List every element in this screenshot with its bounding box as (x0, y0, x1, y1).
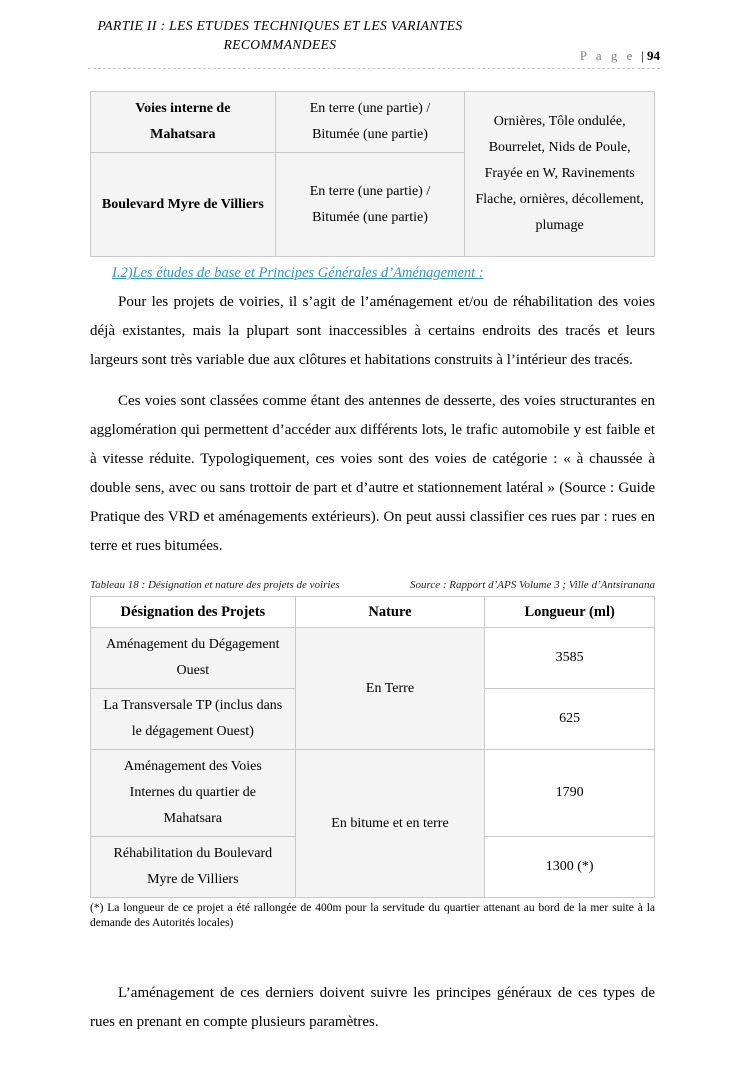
document-content (90, 91, 655, 1037)
paragraph-1: Pour les projets de voiries, il s’agit de l’aménagement et/ou de réhabilitation des voies déjà existantes, mais la plupart sont inaccessibles à certains endroits des tracés et leurs largeurs sont très variable due aux clôtures et habitations construits à l’intérieur des tracés. (90, 294, 655, 368)
project-length-cell: 1300 (*) (485, 837, 655, 898)
project-name-cell: Aménagement du Dégagement Ouest (91, 628, 296, 689)
road-defects-cell: Ornières, Tôle ondulée, Bourrelet, Nids de Poule, Frayée en W, Ravinements Flache, ornières, décollement, plumage (465, 92, 655, 257)
table-header-row (91, 597, 655, 628)
column-header-designation: Désignation des Projets (91, 597, 296, 628)
page-number-separator: | (641, 48, 644, 63)
document-page (0, 16, 745, 1069)
closing-paragraph: L’aménagement de ces derniers doivent suivre les principes généraux de ces types de rues en prenant en compte plusieurs paramètres. (90, 985, 655, 1030)
road-name-cell: Boulevard Myre de Villiers (91, 153, 276, 257)
header-title (60, 16, 500, 54)
header-divider (88, 68, 660, 69)
project-name-cell: Aménagement des Voies Internes du quartier de Mahatsara (91, 750, 296, 837)
projects-table (90, 596, 655, 898)
header-title-line2: RECOMMANDEES (223, 37, 337, 52)
header-title-line1: PARTIE II : LES ETUDES TECHNIQUES ET LES VARIANTES (97, 18, 463, 33)
project-length-cell: 1790 (485, 750, 655, 837)
table-source: Source : Rapport d’APS Volume 3 ; Ville d’Antsiranana (409, 579, 655, 591)
table-footnote: (*) La longueur de ce projet a été rallongée de 400m pour la servitude du quartier attenant au bord de la mer suite à la demande des Autorités locales) (90, 902, 655, 929)
road-nature-cell: En terre (une partie) / Bitumée (une partie) (275, 92, 465, 153)
project-nature-cell: En Terre (295, 628, 485, 750)
column-header-longueur: Longueur (ml) (485, 597, 655, 628)
page-header (60, 16, 660, 64)
table-caption: Tableau 18 : Désignation et nature des projets de voiries (90, 579, 340, 591)
project-nature-cell: En bitume et en terre (295, 750, 485, 898)
page-label: P a g e (579, 48, 636, 63)
section-title: Les études de base et Principes Générales d’Aménagement : (132, 265, 484, 281)
project-name-cell: Réhabilitation du Boulevard Myre de Villiers (91, 837, 296, 898)
project-name-cell: La Transversale TP (inclus dans le dégagement Ouest) (91, 689, 296, 750)
table-row (91, 628, 655, 689)
section-number: I.2) (112, 265, 133, 281)
section-heading (112, 265, 655, 282)
page-number-value: 94 (647, 48, 660, 63)
road-condition-table (90, 91, 655, 257)
project-length-cell: 625 (485, 689, 655, 750)
paragraph-2: Ces voies sont classées comme étant des antennes de desserte, des voies structurantes en agglomération qui permettent d’accéder aux différents lots, le trafic automobile y est faible et à vitesse réduite. Typologiquement, ces voies sont des voies de catégorie : « à chaussée à double sens, avec ou sans trottoir de part et d’autre et stationnement latéral » (Source : Guide Pratique des VRD et aménagements extérieurs). On peut aussi classifier ces rues par : rues en terre et rues bitumées. (90, 393, 655, 554)
project-length-cell: 3585 (485, 628, 655, 689)
table-row (91, 92, 655, 153)
road-name-cell: Voies interne de Mahatsara (91, 92, 276, 153)
column-header-nature: Nature (295, 597, 485, 628)
page-number (580, 48, 660, 64)
road-nature-cell: En terre (une partie) / Bitumée (une partie) (275, 153, 465, 257)
table-caption-row (90, 579, 655, 591)
table-row (91, 750, 655, 837)
